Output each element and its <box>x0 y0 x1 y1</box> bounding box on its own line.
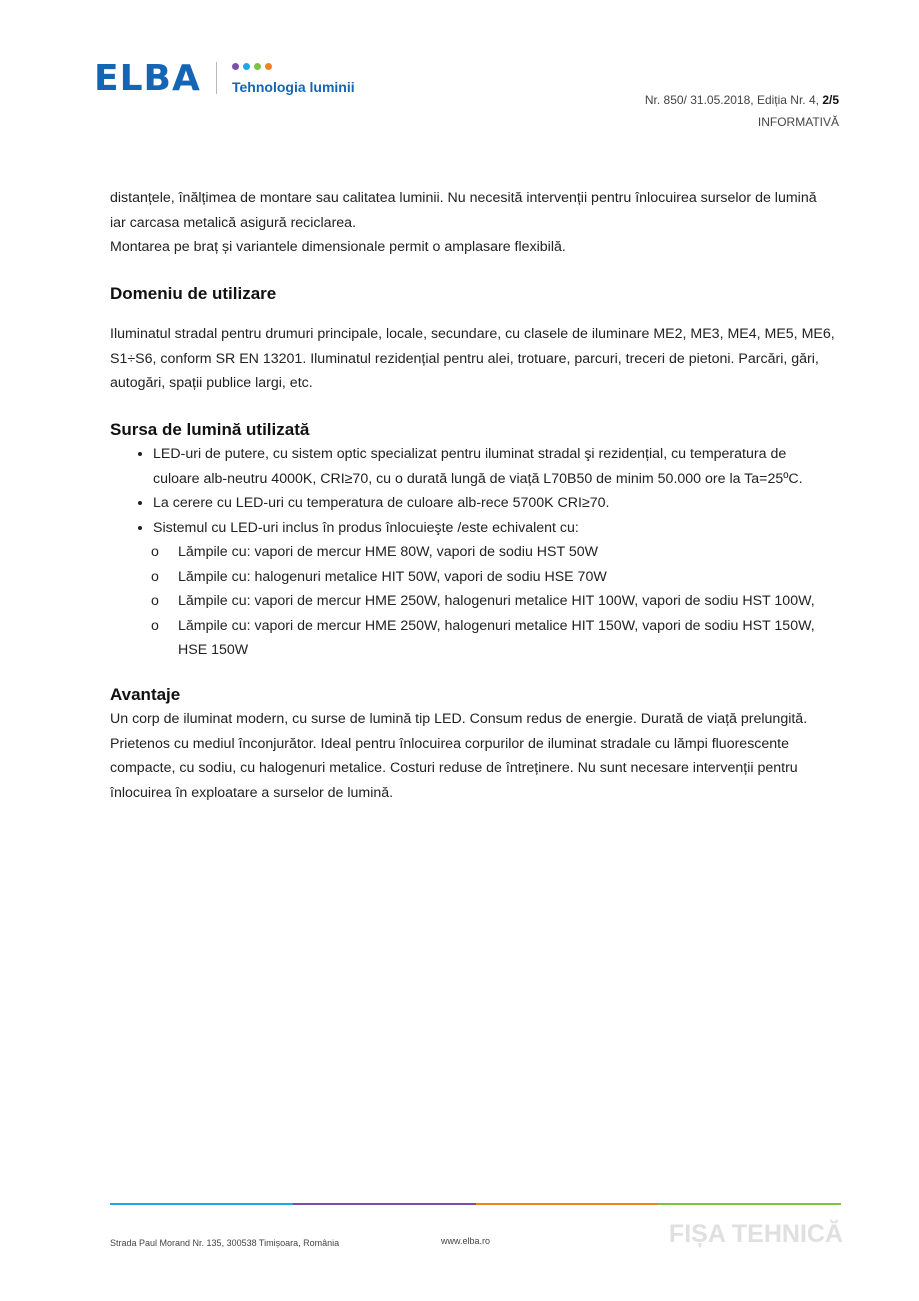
elba-logo: ELBA <box>94 58 201 99</box>
section-heading: Domeniu de utilizare <box>110 283 277 303</box>
paragraph: Un corp de iluminat modern, cu surse de lumină tip LED. Consum redus de energie. Durată de viață prelungită. Prietenos cu mediul înconjurător. Ideal pentru înlocuirea corpurilor de iluminat stradale cu lămpi fluorescente compacte, cu sodiu, cu halogenuri metalice. Costuri reduse de întreținere. Nu sunt necesare intervenții pentru înlocuirea în exploatare a surselor de lumină. <box>110 711 808 801</box>
doc-meta <box>645 89 839 133</box>
page-number: 2/5 <box>822 93 839 107</box>
footer-website-link[interactable]: www.elba.ro <box>441 1236 491 1246</box>
doc-ref: Nr. 850/ 31.05.2018, Ediția Nr. 4, <box>644 93 823 107</box>
section-heading: Avantaje <box>110 684 181 704</box>
list-item: o Lămpile cu: vapori de mercur HME 80W, vapori de sodiu HST 50W <box>178 540 835 565</box>
dot <box>254 63 261 70</box>
doc-status: INFORMATIVĂ <box>757 115 839 129</box>
list-item: • LED-uri de putere, cu sistem optic specializat pentru iluminat stradal şi rezidențial, cu temperatura de culoare alb-neutru 4000K, CRI≥70, cu o durată lungă de viață L70B50 de minim 50.000 ore la Ta=25ºC. <box>153 442 835 491</box>
list-item: o Lămpile cu: vapori de mercur HME 250W, halogenuri metalice HIT 150W, vapori de sodiu HST 150W, HSE 150W <box>178 614 835 663</box>
logo-divider <box>216 62 217 94</box>
dot <box>265 63 272 70</box>
list-item: o Lămpile cu: halogenuri metalice HIT 50W, vapori de sodiu HSE 70W <box>178 565 835 590</box>
list-item: • Sistemul cu LED-uri inclus în produs înlocuieşte /este echivalent cu: <box>153 516 835 541</box>
paragraph: Montarea pe braț și variantele dimensionale permit o amplasare flexibilă. <box>110 239 566 255</box>
footer-color-line <box>110 1203 841 1205</box>
section-heading: Sursa de lumină utilizată <box>110 419 310 439</box>
paragraph: Iluminatul stradal pentru drumuri principale, locale, secundare, cu clasele de iluminare ME2, ME3, ME4, ME5, ME6, S1÷S6, conform SR EN 13201. Iluminatul rezidențial pentru alei, trotuare, parcuri, treceri de pietoni. Parcări, gări, autogări, spații publice largi, etc. <box>110 326 835 391</box>
list-item: o Lămpile cu: vapori de mercur HME 250W, halogenuri metalice HIT 100W, vapori de sodiu HST 100W, <box>178 589 835 614</box>
tagline: Tehnologia luminii <box>232 79 355 95</box>
logo-dots <box>232 63 272 70</box>
list-item: • La cerere cu LED-uri cu temperatura de culoare alb-rece 5700K CRI≥70. <box>153 491 835 516</box>
footer-doc-type: FIȘA TEHNICĂ <box>668 1220 843 1248</box>
body-content <box>110 186 835 805</box>
dot <box>243 63 250 70</box>
footer-address: Strada Paul Morand Nr. 135, 300538 Timișoara, România <box>110 1238 340 1248</box>
sub-list <box>110 540 835 663</box>
paragraph: distanțele, înălțimea de montare sau calitatea luminii. Nu necesită intervenții pentru înlocuirea surselor de lumină iar carcasa metalică asigură reciclarea. <box>110 190 817 231</box>
bullet-list <box>110 442 835 540</box>
dot <box>232 63 239 70</box>
